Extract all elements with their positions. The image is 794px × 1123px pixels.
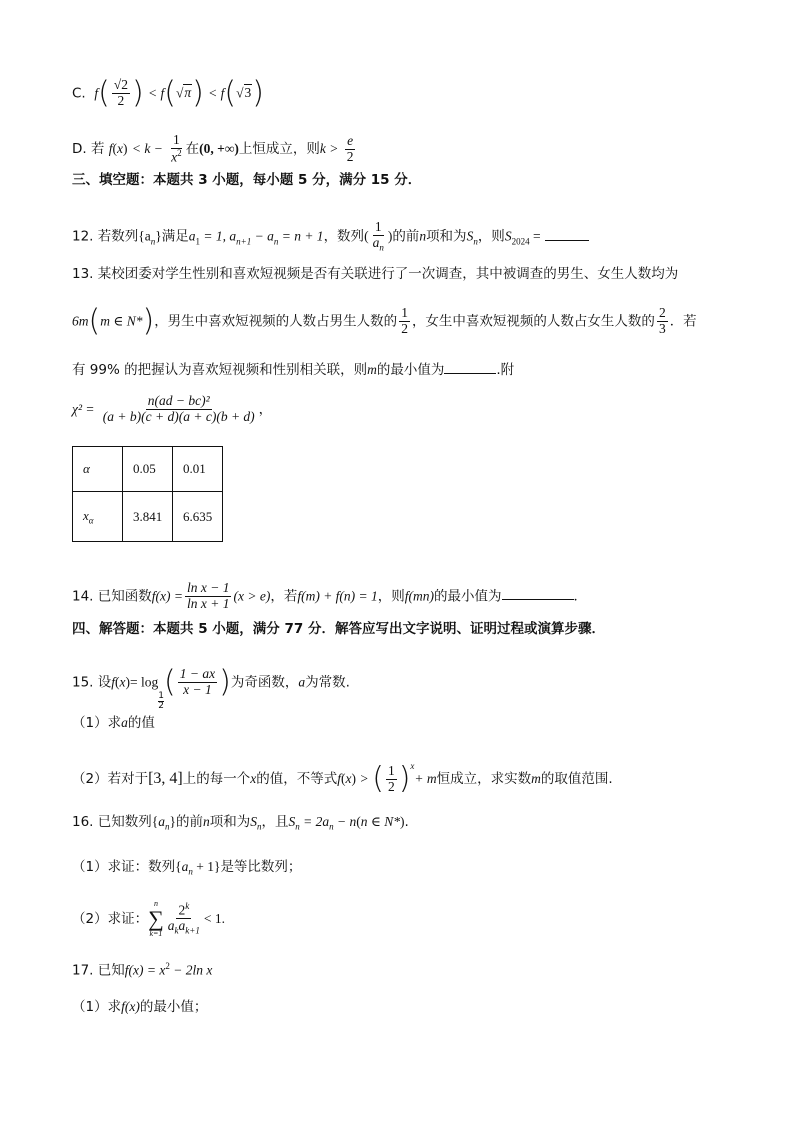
fraction: $\frac{\text{n(ad − bc)²}}{(a + b)(c + d)(a + c)(b + d)}$: [102, 393, 255, 424]
fraction: $\frac{1}{2}$: [387, 762, 395, 794]
table-cell: α: [73, 447, 123, 492]
chi-square-formula: χ² = $\frac{\text{n(ad − bc)²}}{(a + b)(c + d)(a + c)(b + d)}$ ，: [72, 393, 273, 424]
section-heading-solutions: 四、解答题：本题共 5 小题，满分 77 分．解答应写出文字说明、证明过程或演算步骤．: [72, 621, 605, 637]
fraction: $\frac{e}{2}$: [346, 132, 354, 164]
summation: n ∑ k=1: [148, 899, 164, 938]
fraction: $\frac{\text{ln x − 1}}{\text{ln x + 1}}$: [187, 580, 230, 611]
fraction: $\frac{2^k}{a_ka_{k+1}}$: [167, 900, 200, 936]
question-17: 17. 已知$f(x) = x^2 - 2\ln$ x: [72, 961, 213, 979]
question-15-part-2: （2）若对于[3, 4]上的每一个x的值，不等式f(x) > ( $\frac{1}{2}$ )$^x$+ m恒成立，求实数m的取值范围.: [72, 761, 613, 796]
table-cell: 0.01: [173, 447, 223, 492]
option-c-label: C.: [72, 85, 86, 102]
section-heading-fill-in: 三、填空题：本题共 3 小题，每小题 5 分，满分 15 分．: [72, 172, 422, 188]
fraction: $\frac{√2}{2}$: [113, 77, 128, 108]
fraction: $\frac{1}{a_n}$: [372, 219, 384, 253]
answer-blank[interactable]: [502, 587, 574, 600]
question-13-line-2: 6m(m ∈ N*)，男生中喜欢短视频的人数占男生人数的 $\frac{1}{2}$ ，女生中喜欢短视频的人数占女生人数的 $\frac{2}{3}$ ．若: [72, 303, 697, 339]
table-cell: 6.635: [173, 492, 223, 542]
answer-blank[interactable]: [444, 361, 496, 374]
question-14: 14. 已知函数f(x) = $\frac{\text{ln x − 1}}{\text{ln x + 1}}$ (x > e)，若f(m) + f(n) = 1，则f(mn)的最小值为 ．: [72, 580, 588, 611]
question-16-part-1: （1）求证：数列$\{a_n + 1\}$是等比数列；: [72, 859, 302, 877]
fraction: $\frac{1 - ax}{x - 1}$: [179, 666, 216, 697]
table-row: [73, 447, 223, 492]
fraction: $\frac{1}{2}$: [401, 305, 408, 336]
question-15-part-1: （1）求a的值: [72, 715, 155, 731]
fraction: $\frac{2}{3}$: [658, 305, 666, 336]
question-13-line-1: 13. 某校团委对学生性别和喜欢短视频是否有关联进行了一次调查，其中被调查的男生、女生人数均为: [72, 266, 679, 282]
question-17-part-1: （1）求f(x)的最小值；: [72, 999, 208, 1015]
table-cell: 3.841: [123, 492, 173, 542]
answer-blank[interactable]: [545, 228, 589, 241]
option-c: C. f( $\frac{√2}{2}$ ) < f(√π) < f(√3): [72, 75, 265, 111]
question-16: 16. 已知数列$\{a_n\}$的前n项和为$S_n$，且$S_n = 2a_n - n(n$ ∈ N*).: [72, 814, 409, 832]
question-16-part-2: （2）求证： n ∑ k=1 $\frac{2^k}{a_ka_{k+1}}$ < 1.: [72, 899, 225, 938]
table-cell: $x_\alpha$: [73, 492, 123, 542]
table-row: [73, 492, 223, 542]
question-13-line-3: 有 99% 的把握认为喜欢短视频和性别相关联，则m的最小值为 .附: [72, 362, 515, 378]
table-cell: 0.05: [123, 447, 173, 492]
fraction: $\frac{1}{x^2}$: [171, 132, 182, 165]
critical-value-table: [72, 446, 223, 542]
question-15: 15. 设f(x)= log $\frac{1}{2}$ ( $\frac{1 - ax}{x - 1}$ )为奇函数，a为常数.: [72, 664, 350, 712]
option-d: D. 若 f(x) < k − $\frac{1}{x^2}$ 在(0, +∞)上恒成立，则k > $\frac{e}{2}$: [72, 132, 354, 165]
question-12: 12. 若数列$\{a_n\}$满足$a_1 = 1$, $a_{n+1} - a_n = n + 1$，数列( $\frac{1}{a_n}$ )的前n项和为$S_n$，则$S_{2024}$ =: [72, 220, 589, 253]
